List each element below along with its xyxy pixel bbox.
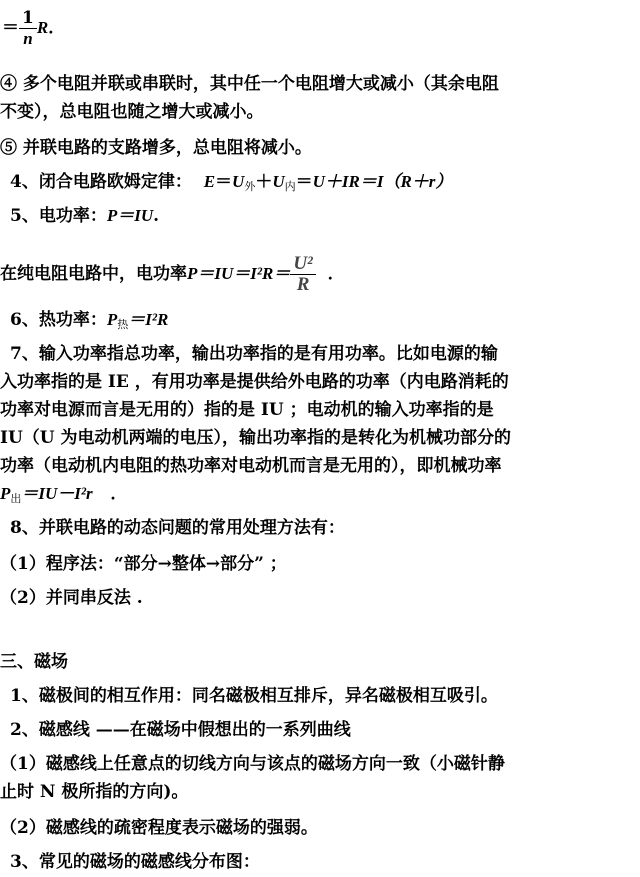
section-magnetic-field: 三、磁场	[0, 652, 68, 672]
magnet-item-2: 2、磁感线 ——在磁场中假想出的一系列曲线	[10, 720, 351, 740]
formula-total-resistance	[2, 8, 65, 49]
fraction-u2-over-r	[290, 254, 315, 295]
equals-sign: ＝	[2, 18, 19, 38]
equals-sign: ＝	[295, 172, 313, 192]
period: ．	[110, 484, 128, 504]
ohm-law-label: 4、闭合电路欧姆定律：	[10, 172, 192, 192]
ohm-law-formula: U＋IR＝I（R＋r）	[312, 172, 453, 191]
item-4-a: ④ 多个电阻并联或串联时，其中任一个电阻增大或减小（其余电阻	[0, 74, 499, 94]
item-7-line-1: 7、输入功率指总功率，输出功率指的是有用功率。比如电源的输	[10, 344, 498, 364]
p-symbol: P	[0, 484, 11, 503]
power-label: 5、电功率：	[10, 206, 107, 226]
pure-resistor-line	[0, 254, 345, 295]
subscript-inner: 内	[284, 180, 296, 193]
fraction-one-over-n	[19, 8, 37, 49]
period: ．	[327, 264, 345, 284]
heat-power-label: 6、热功率：	[10, 310, 107, 330]
item-7-line-2: 入功率指的是 IE ，有用功率是提供给外电路的功率（内电路消耗的	[0, 372, 509, 392]
subscript-out: 出	[10, 492, 22, 505]
mechanical-power-formula: ＝IU－I²r	[21, 484, 93, 503]
item-7-line-3: 功率对电源而言是无用的）指的是 IU ；电动机的输入功率指的是	[0, 400, 494, 420]
magnet-item-2-1b: 止时 N 极所指的方向)。	[0, 782, 189, 802]
period: ．	[48, 18, 66, 38]
mechanical-power-line	[0, 482, 127, 511]
item-8: 8、并联电路的动态问题的常用处理方法有：	[10, 518, 345, 538]
plus-sign: ＋	[255, 172, 273, 192]
fraction-numerator: 1	[19, 8, 37, 29]
equals-sign: ＝	[215, 172, 233, 192]
magnet-item-2-1a: （1）磁感线上任意点的切线方向与该点的磁场方向一致（小磁针静	[0, 754, 505, 774]
item-7-line-5: 功率（电动机内电阻的热功率对电动机而言是无用的），即机械功率	[0, 456, 502, 476]
u-symbol: U	[232, 172, 245, 191]
fraction-denominator: R	[296, 274, 310, 295]
magnet-item-3: 3、常见的磁场的磁感线分布图：	[10, 852, 260, 872]
item-4-b: 不变），总电阻也随之增大或减小。	[0, 102, 264, 122]
pure-resistor-label: 在纯电阻电路中，电功率	[0, 264, 187, 284]
ohm-law-line	[10, 170, 452, 199]
fraction-numerator: U²	[290, 254, 315, 275]
subscript-outer: 外	[244, 180, 256, 193]
p-symbol: P	[106, 310, 118, 329]
power-line	[10, 204, 159, 228]
subscript-heat: 热	[117, 318, 129, 331]
period: .	[153, 206, 160, 226]
u-symbol: U	[272, 172, 285, 191]
magnet-item-2-2: （2）磁感线的疏密程度表示磁场的强弱。	[0, 818, 318, 838]
heat-power-formula: ＝I²R	[128, 310, 169, 329]
fraction-denominator: n	[23, 29, 33, 48]
method-1: （1）程序法：“部分→整体→部分” ；	[0, 554, 287, 574]
magnet-item-1: 1、磁极间的相互作用：同名磁极相互排斥，异名磁极相互吸引。	[10, 686, 498, 706]
power-formula: P＝IU	[106, 206, 154, 225]
heat-power-line	[10, 308, 168, 337]
resistance-symbol: R	[36, 18, 49, 37]
emf-symbol: E	[203, 172, 216, 191]
method-2: （2）并同串反法 .	[0, 588, 143, 608]
item-5: ⑤ 并联电路的支路增多，总电阻将减小。	[0, 138, 312, 158]
pure-resistor-formula: P＝IU＝I²R＝	[187, 264, 291, 283]
item-7-line-4: IU（U 为电动机两端的电压），输出功率指的是转化为机械功部分的	[0, 428, 512, 448]
